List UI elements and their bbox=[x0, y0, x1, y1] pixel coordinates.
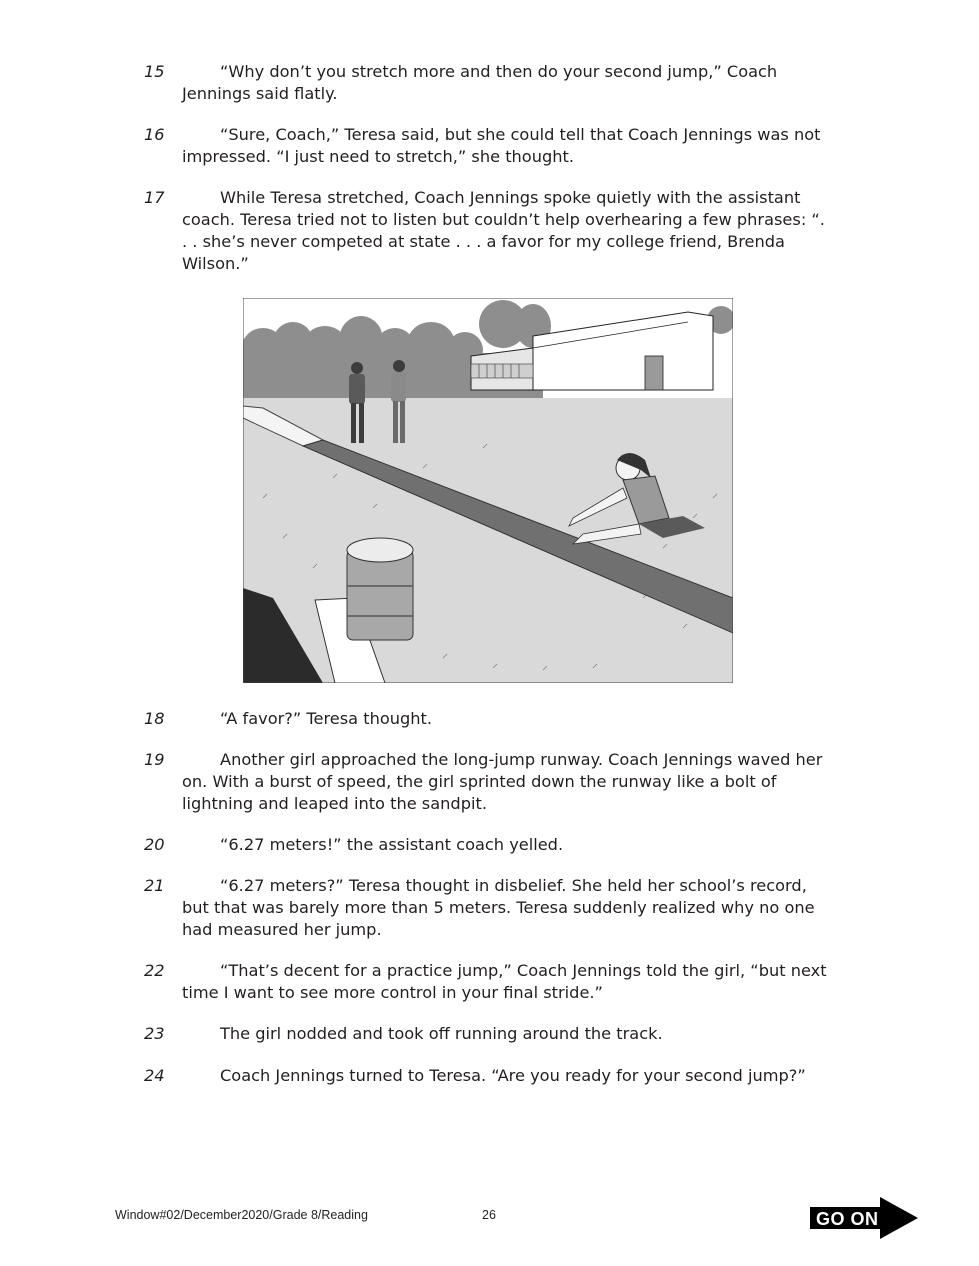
paragraph-number: 19 bbox=[144, 750, 165, 769]
go-on-label: GO ON bbox=[816, 1209, 879, 1229]
paragraph-22 bbox=[144, 960, 834, 1004]
paragraph-text: “That’s decent for a practice jump,” Coach Jennings told the girl, “but next time I want to see more control in your final stride.” bbox=[182, 961, 827, 1002]
paragraph-text: Coach Jennings turned to Teresa. “Are you ready for your second jump?” bbox=[220, 1066, 806, 1085]
page-number: 26 bbox=[482, 1208, 496, 1222]
paragraph-16 bbox=[144, 124, 834, 168]
paragraph-number: 16 bbox=[144, 125, 165, 144]
paragraph-text: “Sure, Coach,” Teresa said, but she could tell that Coach Jennings was not impressed. “I just need to stretch,” she thought. bbox=[182, 125, 821, 166]
paragraph-23 bbox=[144, 1023, 834, 1045]
paragraph-text: “6.27 meters!” the assistant coach yelled. bbox=[220, 835, 564, 854]
paragraph-number: 20 bbox=[144, 835, 165, 854]
paragraph-text: Another girl approached the long-jump runway. Coach Jennings waved her on. With a burst of speed, the girl sprinted down the runway like a bolt of lightning and leaped into the sandpit. bbox=[182, 750, 823, 813]
paragraph-17 bbox=[144, 187, 834, 275]
paragraph-number: 18 bbox=[144, 709, 165, 728]
footer-source: Window#02/December2020/Grade 8/Reading bbox=[115, 1208, 368, 1222]
track-field-illustration bbox=[243, 298, 733, 683]
paragraph-number: 24 bbox=[144, 1066, 165, 1085]
paragraph-number: 17 bbox=[144, 188, 165, 207]
paragraph-text: “A favor?” Teresa thought. bbox=[220, 709, 433, 728]
paragraph-text: “6.27 meters?” Teresa thought in disbelief. She held her school’s record, but that was barely more than 5 meters. Teresa suddenly realized why no one had measured her jump. bbox=[182, 876, 815, 939]
paragraph-18 bbox=[144, 708, 834, 730]
paragraph-24 bbox=[144, 1065, 834, 1087]
paragraph-21 bbox=[144, 875, 834, 941]
paragraph-text: While Teresa stretched, Coach Jennings spoke quietly with the assistant coach. Teresa tried not to listen but couldn’t help overhearing a few phrases: “. . . she’s never competed at state . . . a favor for my college friend, Brenda Wilson.” bbox=[182, 188, 825, 273]
paragraph-number: 22 bbox=[144, 961, 165, 980]
paragraph-text: The girl nodded and took off running around the track. bbox=[220, 1024, 663, 1043]
paragraph-number: 21 bbox=[144, 876, 165, 895]
paragraph-number: 15 bbox=[144, 62, 165, 81]
paragraph-text: “Why don’t you stretch more and then do your second jump,” Coach Jennings said flatly. bbox=[182, 62, 778, 103]
paragraph-19 bbox=[144, 749, 834, 815]
paragraph-number: 23 bbox=[144, 1024, 165, 1043]
paragraph-15 bbox=[144, 61, 834, 105]
go-on-arrow bbox=[810, 1197, 920, 1239]
paragraph-20 bbox=[144, 834, 834, 856]
